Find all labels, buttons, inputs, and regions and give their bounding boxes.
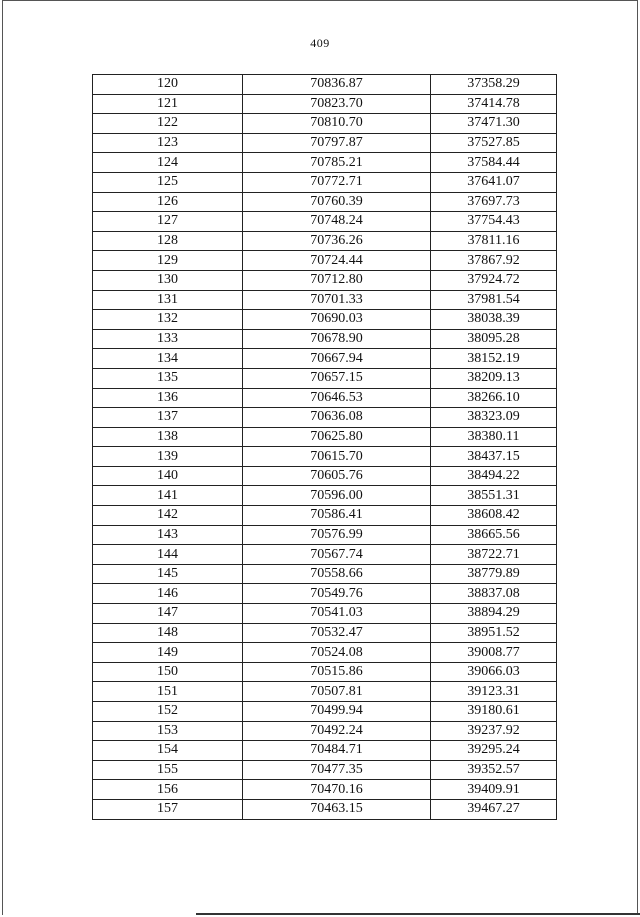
table-row bbox=[93, 564, 557, 584]
x-coordinate-cell: 70636.08 bbox=[243, 408, 431, 428]
x-coordinate-cell: 70499.94 bbox=[243, 702, 431, 722]
point-number-cell: 154 bbox=[93, 741, 243, 761]
table-row bbox=[93, 447, 557, 467]
point-number-cell: 146 bbox=[93, 584, 243, 604]
table-row bbox=[93, 212, 557, 232]
x-coordinate-cell: 70576.99 bbox=[243, 525, 431, 545]
table-row bbox=[93, 133, 557, 153]
y-coordinate-cell: 38665.56 bbox=[431, 525, 557, 545]
x-coordinate-cell: 70625.80 bbox=[243, 427, 431, 447]
y-coordinate-cell: 38494.22 bbox=[431, 466, 557, 486]
y-coordinate-cell: 38095.28 bbox=[431, 329, 557, 349]
y-coordinate-cell: 37584.44 bbox=[431, 153, 557, 173]
y-coordinate-cell: 39467.27 bbox=[431, 799, 557, 819]
y-coordinate-cell: 38608.42 bbox=[431, 506, 557, 526]
x-coordinate-cell: 70605.76 bbox=[243, 466, 431, 486]
table-row bbox=[93, 349, 557, 369]
point-number-cell: 137 bbox=[93, 408, 243, 428]
point-number-cell: 155 bbox=[93, 760, 243, 780]
x-coordinate-cell: 70678.90 bbox=[243, 329, 431, 349]
point-number-cell: 153 bbox=[93, 721, 243, 741]
y-coordinate-cell: 38209.13 bbox=[431, 368, 557, 388]
bottom-rule bbox=[196, 913, 640, 915]
table-row bbox=[93, 760, 557, 780]
y-coordinate-cell: 37471.30 bbox=[431, 114, 557, 134]
table-row bbox=[93, 486, 557, 506]
table-row bbox=[93, 172, 557, 192]
table-row bbox=[93, 153, 557, 173]
table-row bbox=[93, 427, 557, 447]
y-coordinate-cell: 39123.31 bbox=[431, 682, 557, 702]
point-number-cell: 138 bbox=[93, 427, 243, 447]
point-number-cell: 127 bbox=[93, 212, 243, 232]
x-coordinate-cell: 70463.15 bbox=[243, 799, 431, 819]
table-row bbox=[93, 799, 557, 819]
y-coordinate-cell: 38951.52 bbox=[431, 623, 557, 643]
y-coordinate-cell: 37981.54 bbox=[431, 290, 557, 310]
x-coordinate-cell: 70736.26 bbox=[243, 231, 431, 251]
y-coordinate-cell: 37527.85 bbox=[431, 133, 557, 153]
table-row bbox=[93, 466, 557, 486]
x-coordinate-cell: 70470.16 bbox=[243, 780, 431, 800]
x-coordinate-cell: 70477.35 bbox=[243, 760, 431, 780]
point-number-cell: 150 bbox=[93, 662, 243, 682]
point-number-cell: 151 bbox=[93, 682, 243, 702]
x-coordinate-cell: 70524.08 bbox=[243, 643, 431, 663]
x-coordinate-cell: 70797.87 bbox=[243, 133, 431, 153]
x-coordinate-cell: 70785.21 bbox=[243, 153, 431, 173]
point-number-cell: 120 bbox=[93, 75, 243, 95]
point-number-cell: 122 bbox=[93, 114, 243, 134]
y-coordinate-cell: 37414.78 bbox=[431, 94, 557, 114]
table-row bbox=[93, 623, 557, 643]
table-row bbox=[93, 525, 557, 545]
y-coordinate-cell: 39066.03 bbox=[431, 662, 557, 682]
x-coordinate-cell: 70515.86 bbox=[243, 662, 431, 682]
table-row bbox=[93, 780, 557, 800]
page-number: 409 bbox=[310, 36, 330, 50]
point-number-cell: 135 bbox=[93, 368, 243, 388]
y-coordinate-cell: 37924.72 bbox=[431, 270, 557, 290]
y-coordinate-cell: 38837.08 bbox=[431, 584, 557, 604]
y-coordinate-cell: 39008.77 bbox=[431, 643, 557, 663]
y-coordinate-cell: 37811.16 bbox=[431, 231, 557, 251]
point-number-cell: 141 bbox=[93, 486, 243, 506]
point-number-cell: 132 bbox=[93, 310, 243, 330]
table-row bbox=[93, 75, 557, 95]
y-coordinate-cell: 38038.39 bbox=[431, 310, 557, 330]
point-number-cell: 136 bbox=[93, 388, 243, 408]
y-coordinate-cell: 38152.19 bbox=[431, 349, 557, 369]
table-row bbox=[93, 702, 557, 722]
point-number-cell: 139 bbox=[93, 447, 243, 467]
x-coordinate-cell: 70558.66 bbox=[243, 564, 431, 584]
y-coordinate-cell: 37358.29 bbox=[431, 75, 557, 95]
point-number-cell: 156 bbox=[93, 780, 243, 800]
table-row bbox=[93, 251, 557, 271]
table-row bbox=[93, 192, 557, 212]
y-coordinate-cell: 38894.29 bbox=[431, 604, 557, 624]
y-coordinate-cell: 39295.24 bbox=[431, 741, 557, 761]
table-row bbox=[93, 329, 557, 349]
y-coordinate-cell: 38323.09 bbox=[431, 408, 557, 428]
table-row bbox=[93, 270, 557, 290]
x-coordinate-cell: 70532.47 bbox=[243, 623, 431, 643]
table-row bbox=[93, 604, 557, 624]
point-number-cell: 131 bbox=[93, 290, 243, 310]
table-row bbox=[93, 545, 557, 565]
table-row bbox=[93, 231, 557, 251]
point-number-cell: 152 bbox=[93, 702, 243, 722]
x-coordinate-cell: 70667.94 bbox=[243, 349, 431, 369]
point-number-cell: 147 bbox=[93, 604, 243, 624]
x-coordinate-cell: 70596.00 bbox=[243, 486, 431, 506]
point-number-cell: 144 bbox=[93, 545, 243, 565]
x-coordinate-cell: 70657.15 bbox=[243, 368, 431, 388]
table-row bbox=[93, 94, 557, 114]
y-coordinate-cell: 37641.07 bbox=[431, 172, 557, 192]
table-row bbox=[93, 741, 557, 761]
table-row bbox=[93, 721, 557, 741]
table-row bbox=[93, 662, 557, 682]
coordinate-table-body bbox=[93, 75, 557, 820]
y-coordinate-cell: 38266.10 bbox=[431, 388, 557, 408]
x-coordinate-cell: 70836.87 bbox=[243, 75, 431, 95]
x-coordinate-cell: 70712.80 bbox=[243, 270, 431, 290]
x-coordinate-cell: 70748.24 bbox=[243, 212, 431, 232]
point-number-cell: 123 bbox=[93, 133, 243, 153]
x-coordinate-cell: 70810.70 bbox=[243, 114, 431, 134]
point-number-cell: 143 bbox=[93, 525, 243, 545]
x-coordinate-cell: 70541.03 bbox=[243, 604, 431, 624]
x-coordinate-cell: 70484.71 bbox=[243, 741, 431, 761]
table-row bbox=[93, 643, 557, 663]
y-coordinate-cell: 39237.92 bbox=[431, 721, 557, 741]
y-coordinate-cell: 37867.92 bbox=[431, 251, 557, 271]
point-number-cell: 128 bbox=[93, 231, 243, 251]
x-coordinate-cell: 70492.24 bbox=[243, 721, 431, 741]
table-row bbox=[93, 506, 557, 526]
table-row bbox=[93, 584, 557, 604]
y-coordinate-cell: 38437.15 bbox=[431, 447, 557, 467]
table-row bbox=[93, 682, 557, 702]
point-number-cell: 140 bbox=[93, 466, 243, 486]
x-coordinate-cell: 70567.74 bbox=[243, 545, 431, 565]
y-coordinate-cell: 39180.61 bbox=[431, 702, 557, 722]
point-number-cell: 148 bbox=[93, 623, 243, 643]
y-coordinate-cell: 37697.73 bbox=[431, 192, 557, 212]
table-row bbox=[93, 368, 557, 388]
y-coordinate-cell: 38722.71 bbox=[431, 545, 557, 565]
x-coordinate-cell: 70646.53 bbox=[243, 388, 431, 408]
y-coordinate-cell: 38551.31 bbox=[431, 486, 557, 506]
point-number-cell: 157 bbox=[93, 799, 243, 819]
table-row bbox=[93, 388, 557, 408]
point-number-cell: 134 bbox=[93, 349, 243, 369]
point-number-cell: 129 bbox=[93, 251, 243, 271]
y-coordinate-cell: 38380.11 bbox=[431, 427, 557, 447]
x-coordinate-cell: 70760.39 bbox=[243, 192, 431, 212]
table-row bbox=[93, 310, 557, 330]
point-number-cell: 149 bbox=[93, 643, 243, 663]
x-coordinate-cell: 70690.03 bbox=[243, 310, 431, 330]
x-coordinate-cell: 70701.33 bbox=[243, 290, 431, 310]
point-number-cell: 121 bbox=[93, 94, 243, 114]
x-coordinate-cell: 70615.70 bbox=[243, 447, 431, 467]
table-row bbox=[93, 114, 557, 134]
point-number-cell: 124 bbox=[93, 153, 243, 173]
table-row bbox=[93, 408, 557, 428]
x-coordinate-cell: 70724.44 bbox=[243, 251, 431, 271]
point-number-cell: 130 bbox=[93, 270, 243, 290]
y-coordinate-cell: 37754.43 bbox=[431, 212, 557, 232]
x-coordinate-cell: 70586.41 bbox=[243, 506, 431, 526]
x-coordinate-cell: 70772.71 bbox=[243, 172, 431, 192]
x-coordinate-cell: 70507.81 bbox=[243, 682, 431, 702]
x-coordinate-cell: 70823.70 bbox=[243, 94, 431, 114]
point-number-cell: 126 bbox=[93, 192, 243, 212]
table-row bbox=[93, 290, 557, 310]
point-number-cell: 145 bbox=[93, 564, 243, 584]
x-coordinate-cell: 70549.76 bbox=[243, 584, 431, 604]
y-coordinate-cell: 38779.89 bbox=[431, 564, 557, 584]
point-number-cell: 133 bbox=[93, 329, 243, 349]
point-number-cell: 142 bbox=[93, 506, 243, 526]
point-number-cell: 125 bbox=[93, 172, 243, 192]
y-coordinate-cell: 39352.57 bbox=[431, 760, 557, 780]
y-coordinate-cell: 39409.91 bbox=[431, 780, 557, 800]
coordinate-table bbox=[92, 74, 557, 820]
